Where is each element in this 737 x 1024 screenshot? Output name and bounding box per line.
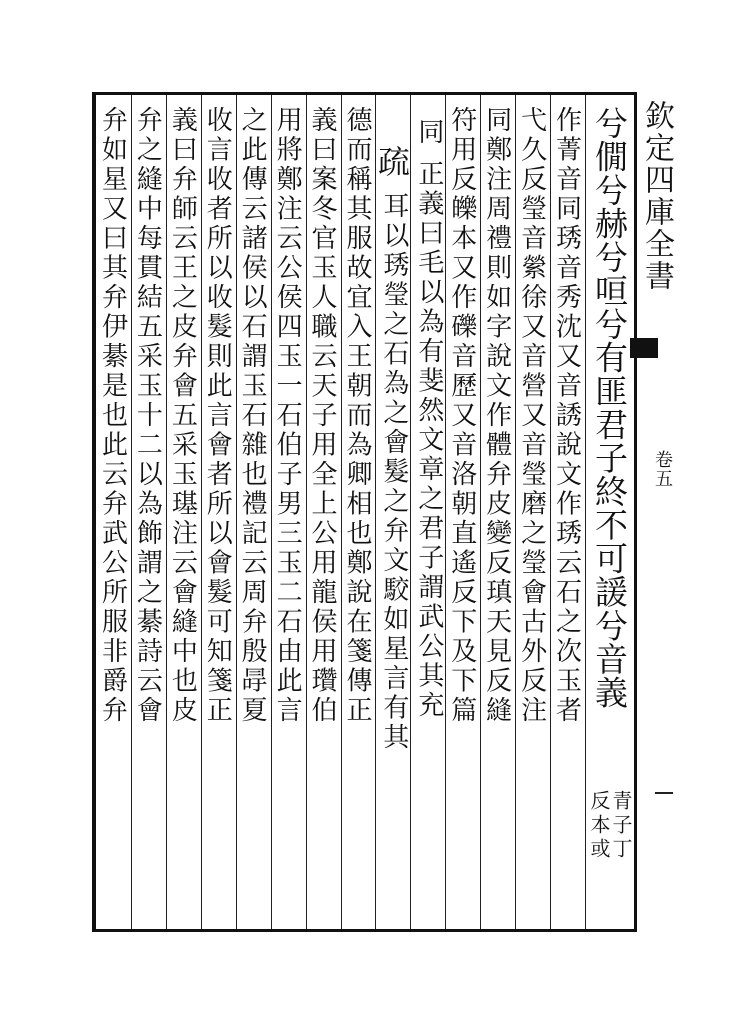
commentary-column: 用將鄭注云公侯四玉一石伯子男三玉二石由此言 [272, 106, 303, 726]
fish-tail-mark [630, 338, 658, 358]
commentary-column: 同鄭注周禮則如字說文作體弁皮變反瑱天見反縫 [481, 106, 512, 726]
commentary-column: 義曰弁師云王之皮弁會五采玉璂注云會縫中也皮 [167, 106, 198, 726]
column-rule [410, 95, 411, 929]
shu-column: 耳以琇瑩之石為之會髮之弁文駮如星言有其 [378, 192, 409, 753]
column-rule [585, 95, 586, 929]
main-verse-column [587, 106, 631, 806]
book-title: 欽定四庫全書 [639, 100, 674, 292]
commentary-column: 弋久反瑩音縈徐又音營又音瑩磨之瑩會古外反注 [516, 106, 547, 726]
commentary-column: 符用反皪本又作礫音歷又音洛朝直遙反下及下篇 [446, 106, 477, 726]
commentary-column: 作菁音同琇音秀沈又音誘說文作琇云石之次玉者 [551, 106, 582, 726]
margin-mark [655, 792, 673, 794]
commentary-column: 弁如星又曰其弁伊綦是也此云弁武公所服非爵弁 [97, 106, 128, 726]
main-verse-text: 兮僩兮赫兮咺兮有匪君子終不可諼兮音義 [590, 106, 629, 709]
column-rule [375, 95, 376, 929]
commentary-column: 德而稱其服故宜入王朝而為卿相也鄭說在箋傳正 [341, 106, 372, 726]
shu-label: 疏 [372, 145, 411, 177]
juan-number: 卷五 [652, 450, 673, 488]
commentary-column: 義曰案冬官玉人職云天子用全上公用龍侯用瓚伯 [307, 106, 338, 726]
commentary-column-head: 同 [413, 118, 444, 148]
commentary-column: 收言收者所以收髮則此言會者所以會髮可知箋正 [202, 106, 233, 726]
commentary-column: 弁之縫中每貫結五采玉十二以為飾謂之綦詩云會 [132, 106, 163, 726]
zheng-yi-column: 正義曰毛以為有斐然文章之君子謂武公其充 [413, 160, 444, 721]
commentary-column: 之此傳云諸侯以石謂玉石雜也禮記云周弁殷冔夏 [237, 106, 268, 726]
verse-note-left: 反本或 [587, 790, 611, 862]
verse-note-right: 青子丁 [609, 790, 633, 862]
